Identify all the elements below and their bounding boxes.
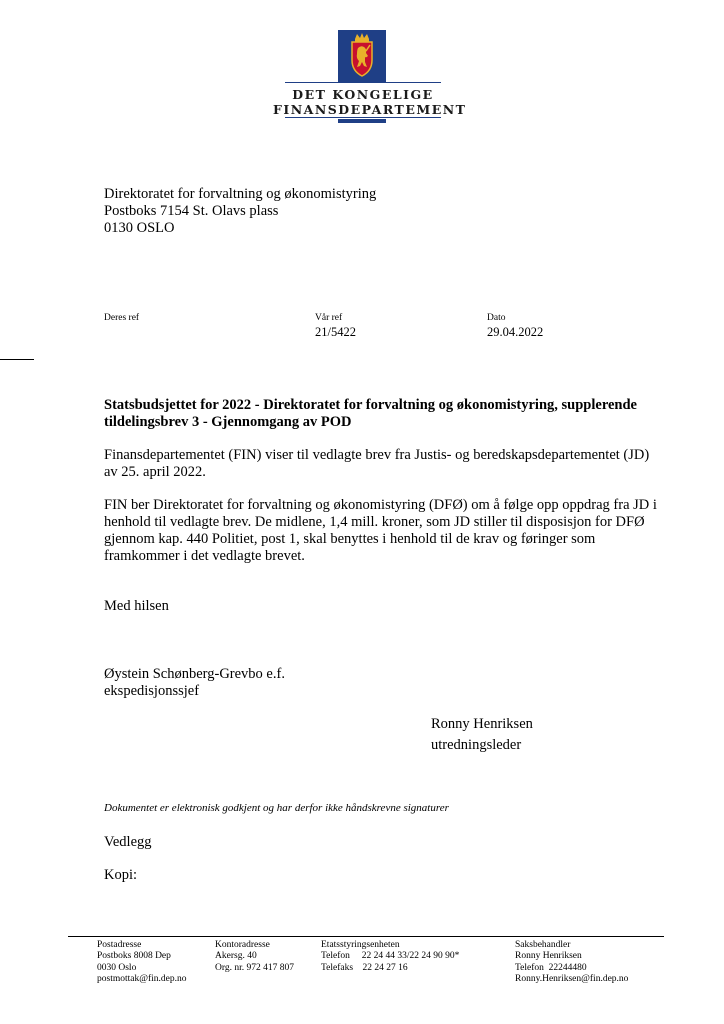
footer-saksbehandler <box>515 940 628 985</box>
attachments-label: Vedlegg <box>104 834 152 850</box>
footer-text: Telefaks 22 24 27 16 <box>321 962 408 973</box>
fold-mark <box>0 359 34 360</box>
footer-text: Ronny Henriksen <box>515 951 582 962</box>
footer-text: Telefon 22244480 <box>515 962 587 973</box>
paragraph-2: FIN ber Direktoratet for forvaltning og økonomistyring (DFØ) om å følge opp oppdrag fra JD i henhold til vedlagte brev. De midlene, 1,4 mill. kroner, som JD stiller til disposisjon for DFØ gjennom kap. 440 Politiet, post 1, skal benyttes i henhold til de krav og føringer som framkommer i det vedlagte brevet. <box>104 497 657 564</box>
footer-text: Postboks 8008 Dep <box>97 951 171 962</box>
signer-1-name: Øystein Schønberg-Grevbo e.f. <box>104 666 285 682</box>
footer-text: Postadresse <box>97 940 142 950</box>
coat-of-arms-icon <box>338 30 386 82</box>
footer-postadresse <box>97 940 187 985</box>
footer-text: Akersg. 40 <box>215 951 257 962</box>
recipient-address <box>104 186 376 237</box>
logo-rule-bottom <box>285 117 441 118</box>
signer-1-title: ekspedisjonssjef <box>104 683 200 699</box>
copy-label: Kopi: <box>104 867 138 883</box>
dato-label: Dato <box>487 313 506 323</box>
signer-2-name: Ronny Henriksen <box>431 716 533 732</box>
footer-text: Saksbehandler <box>515 940 571 950</box>
var-ref-label: Vår ref <box>315 313 343 323</box>
footer-email: postmottak@fin.dep.no <box>97 973 187 984</box>
paragraph-1: Finansdepartementet (FIN) viser til vedlagte brev fra Justis- og beredskapsdepartementet (JD) av 25. april 2022. <box>104 447 650 480</box>
footer-text: Kontoradresse <box>215 940 270 950</box>
greeting: Med hilsen <box>104 598 169 614</box>
logo-line-2: FINANSDEPARTEMENT <box>273 102 467 117</box>
electronic-approval-notice: Dokumentet er elektronisk godkjent og har derfor ikke håndskrevne signaturer <box>104 802 449 814</box>
signer-2-title: utredningsleder <box>431 737 522 753</box>
footer-email: Ronny.Henriksen@fin.dep.no <box>515 973 629 984</box>
dato-value: 29.04.2022 <box>487 325 544 339</box>
recipient-line: Direktoratet for forvaltning og økonomistyring <box>104 186 377 202</box>
footer-text: Telefon 22 24 44 33/22 24 90 90* <box>321 951 460 962</box>
footer-divider <box>68 936 664 937</box>
recipient-line: 0130 OSLO <box>104 220 175 236</box>
footer-text: 0030 Oslo <box>97 962 137 973</box>
var-ref-value: 21/5422 <box>315 325 356 339</box>
footer-etatsstyring <box>321 940 459 974</box>
deres-ref-label: Deres ref <box>104 313 140 323</box>
logo-line-1: DET KONGELIGE <box>292 87 434 102</box>
footer-kontoradresse <box>215 940 294 974</box>
recipient-line: Postboks 7154 St. Olavs plass <box>104 203 279 219</box>
ministry-logo <box>273 30 467 128</box>
logo-foot-bar <box>338 119 386 123</box>
letter-subject: Statsbudsjettet for 2022 - Direktoratet for forvaltning og økonomistyring, supplerende tildelingsbrev 3 - Gjennomgang av POD <box>104 397 637 430</box>
footer-text: Etatsstyringsenheten <box>321 940 400 950</box>
footer-text: Org. nr. 972 417 807 <box>215 962 294 973</box>
logo-rule-top <box>285 82 441 83</box>
